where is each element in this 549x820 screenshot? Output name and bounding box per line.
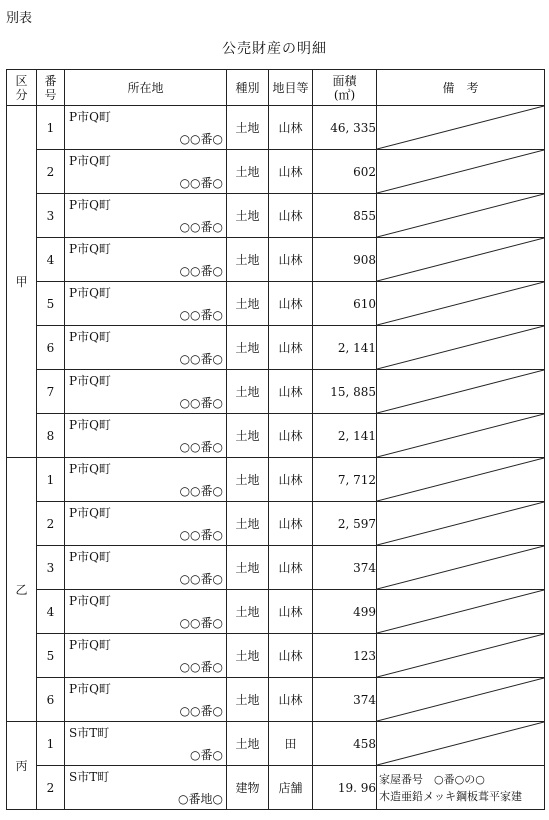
remarks-cell: [377, 678, 545, 722]
strike-diagonal-line: [377, 502, 544, 545]
strike-diagonal-line: [377, 106, 544, 149]
type-cell: 土地: [227, 194, 269, 238]
address-text: P市Q町: [69, 594, 111, 608]
area-cell: 610: [313, 282, 377, 326]
area-cell: 855: [313, 194, 377, 238]
location-cell: [65, 414, 227, 458]
lot-number-text: ○○番○: [179, 264, 223, 278]
address-text: P市Q町: [69, 198, 111, 212]
strike-diagonal-line: [377, 326, 544, 369]
type-cell: 土地: [227, 458, 269, 502]
address-text: P市Q町: [69, 418, 111, 432]
remarks-cell: [377, 502, 545, 546]
row-number: 4: [37, 238, 65, 282]
remarks-cell: [377, 546, 545, 590]
location-cell: [65, 106, 227, 150]
row-number: 4: [37, 590, 65, 634]
remarks-cell: [377, 326, 545, 370]
type-cell: 土地: [227, 634, 269, 678]
strike-diagonal-icon: [377, 634, 544, 677]
area-cell: 908: [313, 238, 377, 282]
area-cell: 123: [313, 634, 377, 678]
lot-number-text: ○○番○: [179, 308, 223, 322]
land-use-cell: 山林: [269, 326, 313, 370]
header-area: 面積 (㎡): [313, 70, 377, 106]
table-row: [7, 678, 545, 722]
table-row: [7, 238, 545, 282]
table-row: [7, 370, 545, 414]
address-text: P市Q町: [69, 638, 111, 652]
type-cell: 土地: [227, 722, 269, 766]
table-row: [7, 106, 545, 150]
header-remarks: 備 考: [377, 70, 545, 106]
location-cell: [65, 678, 227, 722]
lot-number-text: ○○番○: [179, 572, 223, 586]
type-cell: 土地: [227, 590, 269, 634]
remarks-cell: [377, 106, 545, 150]
header-number: 番 号: [37, 70, 65, 106]
strike-diagonal-icon: [377, 238, 544, 281]
type-cell: 土地: [227, 678, 269, 722]
lot-number-text: ○○番○: [179, 132, 223, 146]
land-use-cell: 山林: [269, 194, 313, 238]
table-row: [7, 722, 545, 766]
table-row: [7, 502, 545, 546]
row-number: 2: [37, 766, 65, 810]
lot-number-text: ○○番○: [179, 396, 223, 410]
strike-diagonal-line: [377, 370, 544, 413]
table-row: [7, 590, 545, 634]
strike-diagonal-line: [377, 282, 544, 325]
address-text: P市Q町: [69, 110, 111, 124]
area-cell: 499: [313, 590, 377, 634]
table-row: [7, 766, 545, 810]
page-title: 公売財産の明細: [222, 41, 327, 57]
header-category: 区 分: [7, 70, 37, 106]
category-cell: 乙: [7, 458, 37, 722]
remarks-cell: [377, 722, 545, 766]
lot-number-text: ○○番○: [179, 176, 223, 190]
location-cell: [65, 766, 227, 810]
address-text: P市Q町: [69, 506, 111, 520]
table-row: [7, 326, 545, 370]
header-type: 種別: [227, 70, 269, 106]
land-use-cell: 山林: [269, 546, 313, 590]
land-use-cell: 山林: [269, 238, 313, 282]
lot-number-text: ○○番○: [179, 616, 223, 630]
row-number: 8: [37, 414, 65, 458]
strike-diagonal-line: [377, 238, 544, 281]
row-number: 2: [37, 150, 65, 194]
strike-diagonal-line: [377, 590, 544, 633]
location-cell: [65, 194, 227, 238]
area-cell: 46, 335: [313, 106, 377, 150]
address-text: S市T町: [69, 770, 110, 784]
row-number: 2: [37, 502, 65, 546]
table-row: [7, 414, 545, 458]
land-use-cell: 山林: [269, 678, 313, 722]
land-use-cell: 田: [269, 722, 313, 766]
area-cell: 458: [313, 722, 377, 766]
table-row: [7, 546, 545, 590]
area-cell: 7, 712: [313, 458, 377, 502]
category-cell: 丙: [7, 722, 37, 810]
location-cell: [65, 634, 227, 678]
lot-number-text: ○○番○: [179, 440, 223, 454]
table-row: [7, 634, 545, 678]
row-number: 6: [37, 326, 65, 370]
remarks-cell: [377, 458, 545, 502]
location-cell: [65, 458, 227, 502]
row-number: 1: [37, 722, 65, 766]
remarks-cell: [377, 150, 545, 194]
strike-diagonal-icon: [377, 370, 544, 413]
land-use-cell: 山林: [269, 370, 313, 414]
address-text: P市Q町: [69, 154, 111, 168]
strike-diagonal-icon: [377, 546, 544, 589]
row-number: 5: [37, 282, 65, 326]
remarks-cell: [377, 414, 545, 458]
remarks-cell: [377, 590, 545, 634]
row-number: 3: [37, 546, 65, 590]
land-use-cell: 山林: [269, 150, 313, 194]
lot-number-text: ○○番○: [179, 660, 223, 674]
strike-diagonal-icon: [377, 414, 544, 457]
strike-diagonal-icon: [377, 150, 544, 193]
location-cell: [65, 238, 227, 282]
address-text: P市Q町: [69, 550, 111, 564]
area-cell: 15, 885: [313, 370, 377, 414]
land-use-cell: 山林: [269, 414, 313, 458]
row-number: 5: [37, 634, 65, 678]
area-cell: 374: [313, 678, 377, 722]
table-row: [7, 194, 545, 238]
strike-diagonal-line: [377, 150, 544, 193]
area-cell: 2, 141: [313, 414, 377, 458]
land-use-cell: 山林: [269, 282, 313, 326]
type-cell: 土地: [227, 414, 269, 458]
area-cell: 602: [313, 150, 377, 194]
strike-diagonal-icon: [377, 326, 544, 369]
row-number: 1: [37, 106, 65, 150]
location-cell: [65, 546, 227, 590]
property-table: [6, 69, 545, 810]
strike-diagonal-icon: [377, 458, 544, 501]
lot-number-text: ○番地○: [178, 792, 223, 806]
remarks-cell: [377, 238, 545, 282]
strike-diagonal-line: [377, 414, 544, 457]
strike-diagonal-line: [377, 458, 544, 501]
strike-diagonal-line: [377, 634, 544, 677]
remarks-line-2: 木造亜鉛メッキ鋼板葺平家建: [379, 789, 522, 803]
strike-diagonal-line: [377, 546, 544, 589]
address-text: P市Q町: [69, 286, 111, 300]
address-text: P市Q町: [69, 374, 111, 388]
address-text: P市Q町: [69, 330, 111, 344]
header-land-use: 地目等: [269, 70, 313, 106]
land-use-cell: 山林: [269, 590, 313, 634]
lot-number-text: ○番○: [190, 748, 223, 762]
land-use-cell: 山林: [269, 502, 313, 546]
location-cell: [65, 326, 227, 370]
strike-diagonal-icon: [377, 590, 544, 633]
strike-diagonal-line: [377, 678, 544, 721]
remarks-cell: [377, 370, 545, 414]
type-cell: 土地: [227, 106, 269, 150]
remarks-cell: [377, 282, 545, 326]
type-cell: 土地: [227, 326, 269, 370]
location-cell: [65, 370, 227, 414]
area-cell: 2, 597: [313, 502, 377, 546]
land-use-cell: 山林: [269, 634, 313, 678]
address-text: P市Q町: [69, 462, 111, 476]
strike-diagonal-icon: [377, 282, 544, 325]
strike-diagonal-icon: [377, 722, 544, 765]
remarks-cell: [377, 194, 545, 238]
type-cell: 土地: [227, 546, 269, 590]
type-cell: 土地: [227, 282, 269, 326]
table-row: [7, 150, 545, 194]
lot-number-text: ○○番○: [179, 352, 223, 366]
row-number: 6: [37, 678, 65, 722]
type-cell: 建物: [227, 766, 269, 810]
strike-diagonal-line: [377, 722, 544, 765]
header-location: 所在地: [65, 70, 227, 106]
table-row: [7, 458, 545, 502]
remarks-line-1: 家屋番号 ○番○の○: [379, 772, 485, 786]
strike-diagonal-icon: [377, 194, 544, 237]
land-use-cell: 山林: [269, 106, 313, 150]
category-cell: 甲: [7, 106, 37, 458]
table-row: [7, 282, 545, 326]
area-cell: 374: [313, 546, 377, 590]
land-use-cell: 店舗: [269, 766, 313, 810]
land-use-cell: 山林: [269, 458, 313, 502]
address-text: S市T町: [69, 726, 110, 740]
type-cell: 土地: [227, 502, 269, 546]
location-cell: [65, 722, 227, 766]
strike-diagonal-icon: [377, 106, 544, 149]
header-row: [7, 70, 545, 106]
address-text: P市Q町: [69, 242, 111, 256]
area-cell: 2, 141: [313, 326, 377, 370]
corner-label: 別表: [6, 11, 33, 26]
strike-diagonal-icon: [377, 502, 544, 545]
remarks-cell: [377, 766, 545, 810]
row-number: 7: [37, 370, 65, 414]
area-cell: 19. 96: [313, 766, 377, 810]
lot-number-text: ○○番○: [179, 704, 223, 718]
row-number: 1: [37, 458, 65, 502]
lot-number-text: ○○番○: [179, 528, 223, 542]
remarks-cell: [377, 634, 545, 678]
type-cell: 土地: [227, 238, 269, 282]
location-cell: [65, 282, 227, 326]
strike-diagonal-icon: [377, 678, 544, 721]
lot-number-text: ○○番○: [179, 220, 223, 234]
location-cell: [65, 502, 227, 546]
type-cell: 土地: [227, 370, 269, 414]
lot-number-text: ○○番○: [179, 484, 223, 498]
location-cell: [65, 590, 227, 634]
row-number: 3: [37, 194, 65, 238]
location-cell: [65, 150, 227, 194]
type-cell: 土地: [227, 150, 269, 194]
address-text: P市Q町: [69, 682, 111, 696]
strike-diagonal-line: [377, 194, 544, 237]
